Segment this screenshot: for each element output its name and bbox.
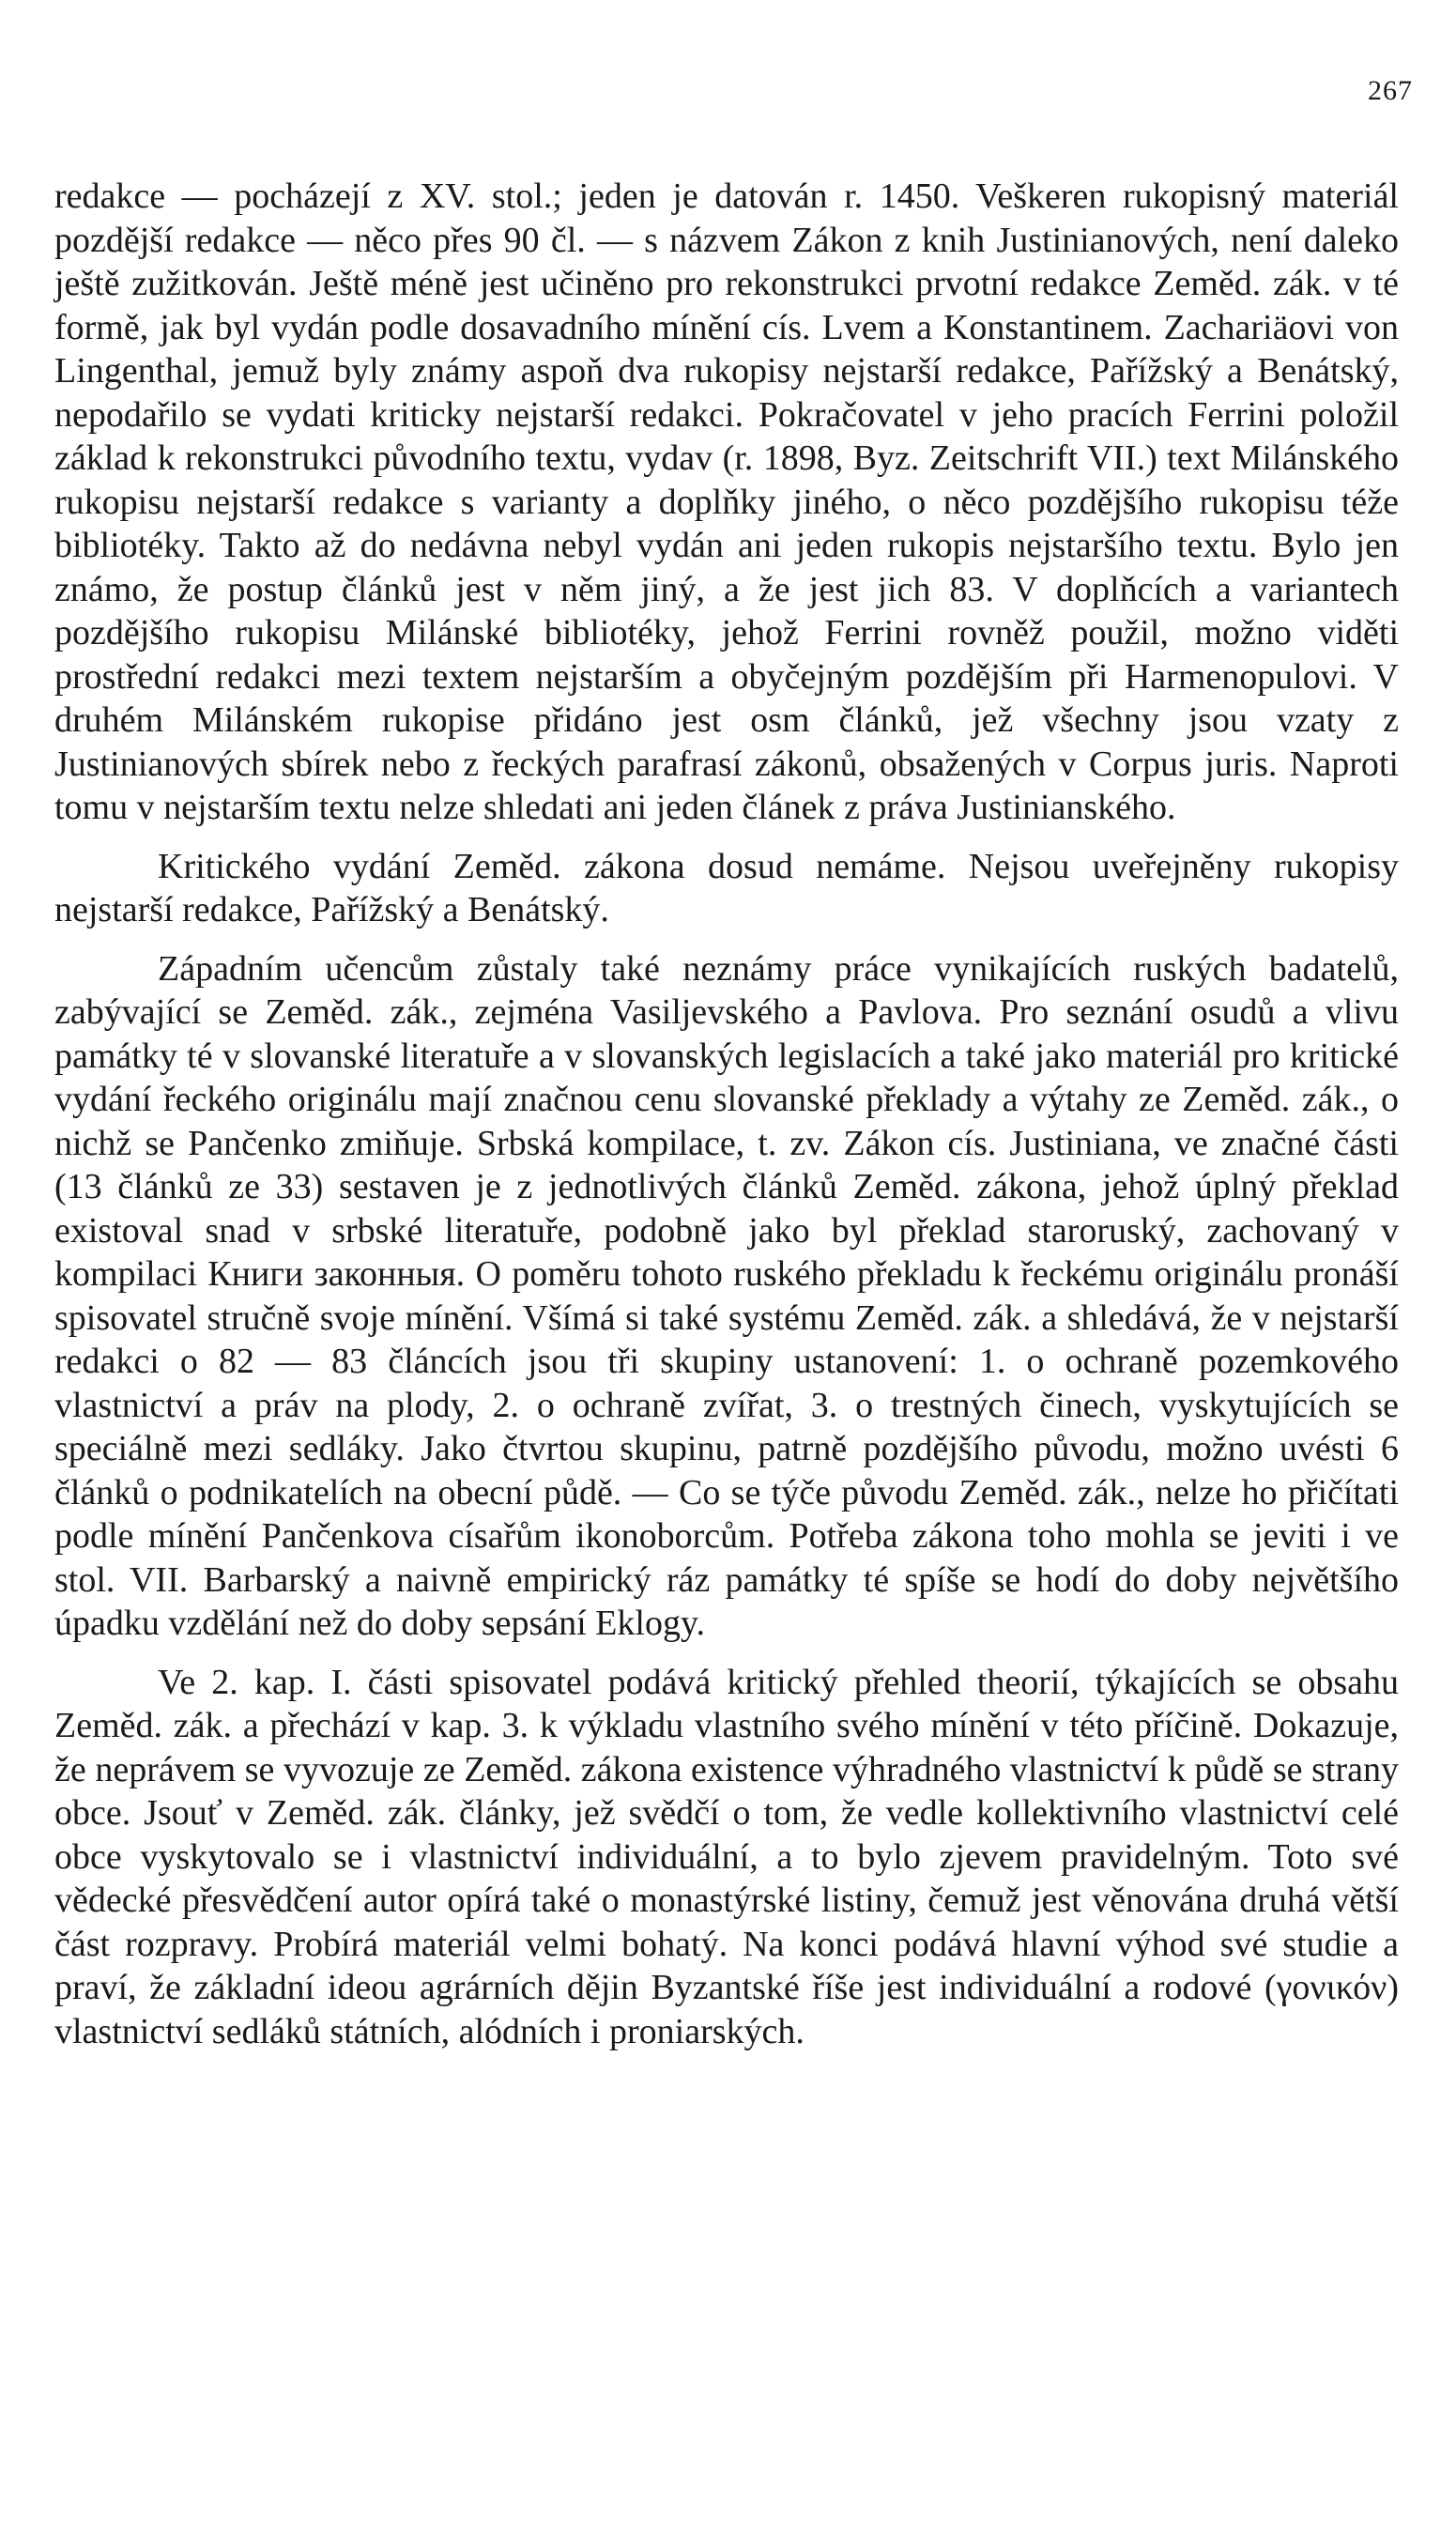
paragraph-4: Ve 2. kap. I. části spisovatel podává kritický přehled theorií, týkajících se obsahu Zeměd. zák. a přechází v kap. 3. k výkladu vlastního svého mínění v této příčině. Dokazuje, že neprávem se vyvozuje ze Zeměd. zákona existence výhradného vlastnictví k půdě se strany obce. Jsouť v Zeměd. zák. články, jež svědčí o tom, že vedle kollektivního vlastnictví celé obce vyskytovalo se i vlastnictví individuální, a to bylo zjevem pravidelným. Toto své vědecké přesvědčení autor opírá také o monastýrské listiny, čemuž jest věnována druhá větší část rozpravy. Probírá materiál velmi bohatý. Na konci podává hlavní výhod své studie a praví, že základní ideou agrárních dějin Byzantské říše jest individuální a rodové (γονικόν) vlastnictví sedláků státních, alódních i proniarských.: [54, 1662, 1399, 2051]
paragraph-2: Kritického vydání Zeměd. zákona dosud nemáme. Nejsou uveřejněny rukopisy nejstarší redakce, Pařížský a Benátský.: [54, 846, 1399, 929]
paragraph-3: Západním učencům zůstaly také neznámy práce vynikajících ruských badatelů, zabývající se Zeměd. zák., zejména Vasiljevského a Pavlova. Pro seznání osudů a vlivu památky té v slovanské literatuře a v slovanských legislacích a také jako materiál pro kritické vydání řeckého originálu mají značnou cenu slovanské překlady a výtahy ze Zeměd. zák., o nichž se Pančenko zmiňuje. Srbská kompilace, t. zv. Zákon cís. Justiniana, ve značné části (13 článků ze 33) sestaven je z jednotlivých článků Zeměd. zákona, jehož úplný překlad existoval snad v srbské literatuře, podobně jako byl překlad staroruský, zachovaný v kompilaci Книги законныя. O poměru tohoto ruského překladu k řeckému originálu pronáší spisovatel stručně svoje mínění. Všímá si také systému Zeměd. zák. a shledává, že v nejstarší redakci o 82 — 83 článcích jsou tři skupiny ustanovení: 1. o ochraně pozemkového vlastnictví a práv na plody, 2. o ochraně zvířat, 3. o trestných činech, vyskytujících se speciálně mezi sedláky. Jako čtvrtou skupinu, patrně pozdějšího původu, možno uvésti 6 článků o podnikatelích na obecní půdě. — Co se týče původu Zeměd. zák., nelze ho přičítati podle mínění Pančenkova císařům ikonoborcům. Potřeba zákona toho mohla se jeviti i ve stol. VII. Barbarský a naivně empirický ráz památky té spíše se hodí do doby největšího úpadku vzdělání než do doby sepsání Eklogy.: [54, 948, 1399, 1643]
page-number: 267: [1368, 75, 1413, 106]
paragraph-1: redakce — pocházejí z XV. stol.; jeden je datován r. 1450. Veškeren rukopisný materiál pozdější redakce — něco přes 90 čl. — s názvem Zákon z knih Justinianových, není daleko ještě zužitkován. Ještě méně jest učiněno pro rekonstrukci prvotní redakce Zeměd. zák. v té formě, jak byl vydán podle dosavadního mínění cís. Lvem a Konstantinem. Zachariäovi von Lingenthal, jemuž byly známy aspoň dva rukopisy nejstarší redakce, Pařížský a Benátský, nepodařilo se vydati kriticky nejstarší redakci. Pokračovatel v jeho pracích Ferrini položil základ k rekonstrukci původního textu, vydav (r. 1898, Byz. Zeitschrift VII.) text Milánského rukopisu nejstarší redakce s varianty a doplňky jiného, o něco pozdějšího rukopisu téže bibliotéky. Takto až do nedávna nebyl vydán ani jeden rukopis nejstaršího textu. Bylo jen známo, že postup článků jest v něm jiný, a že jest jich 83. V doplňcích a variantech pozdějšího rukopisu Milánské bibliotéky, jehož Ferrini rovněž použil, možno viděti prostřední redakci mezi textem nejstarším a obyčejným pozdějším při Harmenopulovi. V druhém Milánském rukopise přidáno jest osm článků, jež všechny jsou vzaty z Justinianových sbírek nebo z řeckých parafrasí zákonů, obsažených v Corpus juris. Naproti tomu v nejstarším textu nelze shledati ani jeden článek z práva Justinianského.: [54, 177, 1399, 827]
body-text: [54, 175, 1399, 2068]
